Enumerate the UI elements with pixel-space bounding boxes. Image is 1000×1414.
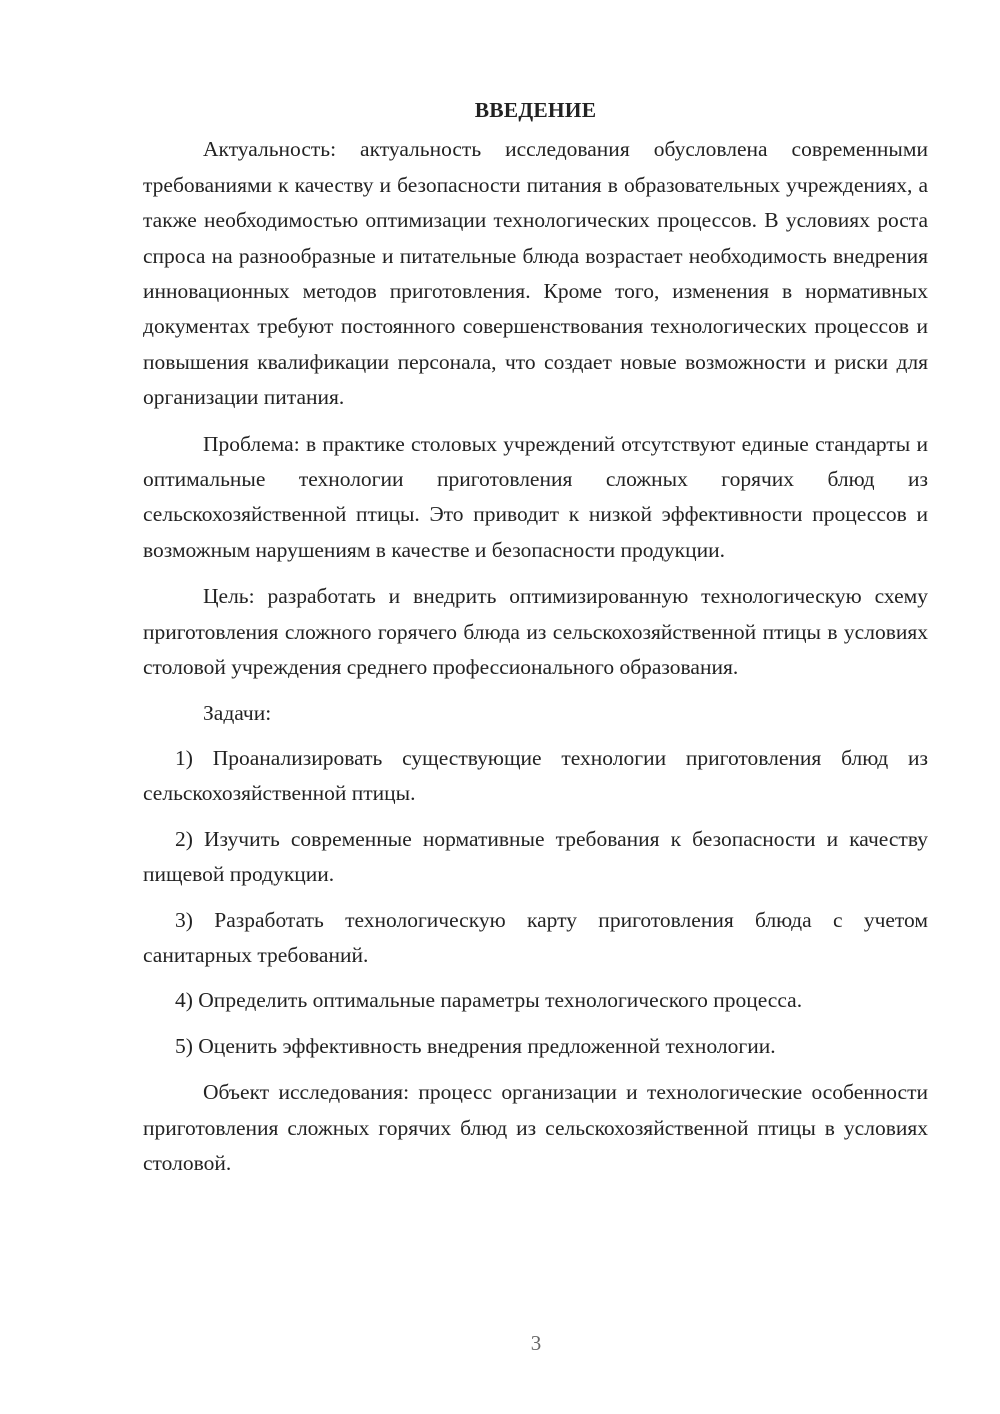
page-content <box>143 93 928 1181</box>
page-number: 3 <box>530 1331 542 1355</box>
task-item: 3) Разработать технологическую карту приготовления блюда с учетом санитарных требований. <box>143 907 928 967</box>
relevance-paragraph: Актуальность: актуальность исследования обусловлена современными требованиями к качеству и безопасности питания в образовательных учреждениях, а также необходимостью оптимизации технологических процессов. В условиях роста спроса на разнообразные и питательные блюда возрастает необходимость внедрения инновационных методов приготовления. Кроме того, изменения в нормативных документах требуют постоянного совершенствования технологических процессов и повышения квалификации персонала, что создает новые возможности и риски для организации питания. <box>143 137 928 410</box>
goal-paragraph: Цель: разработать и внедрить оптимизированную технологическую схему приготовления сложного горячего блюда из сельскохозяйственной птицы в условиях столовой учреждения среднего профессионального образования. <box>143 584 928 680</box>
tasks-heading: Задачи: <box>203 700 272 725</box>
task-item: 1) Проанализировать существующие технологии приготовления блюд из сельскохозяйственной птицы. <box>143 745 928 806</box>
page-title: ВВЕДЕНИЕ <box>474 98 597 122</box>
task-item: 2) Изучить современные нормативные требования к безопасности и качеству пищевой продукции. <box>143 826 928 887</box>
task-item: 4) Определить оптимальные параметры технологического процесса. <box>175 988 803 1013</box>
tasks-list <box>143 741 928 1064</box>
problem-paragraph: Проблема: в практике столовых учреждений отсутствуют единые стандарты и оптимальные технологии приготовления сложных горячих блюд из сельскохозяйственной птицы. Это приводит к низкой эффективности процессов и возможным нарушениям в качестве и безопасности продукции. <box>143 431 928 562</box>
object-paragraph: Объект исследования: процесс организации и технологические особенности приготовления сложных горячих блюд из сельскохозяйственной птицы в условиях столовой. <box>143 1080 928 1175</box>
task-item: 5) Оценить эффективность внедрения предложенной технологии. <box>175 1033 776 1058</box>
